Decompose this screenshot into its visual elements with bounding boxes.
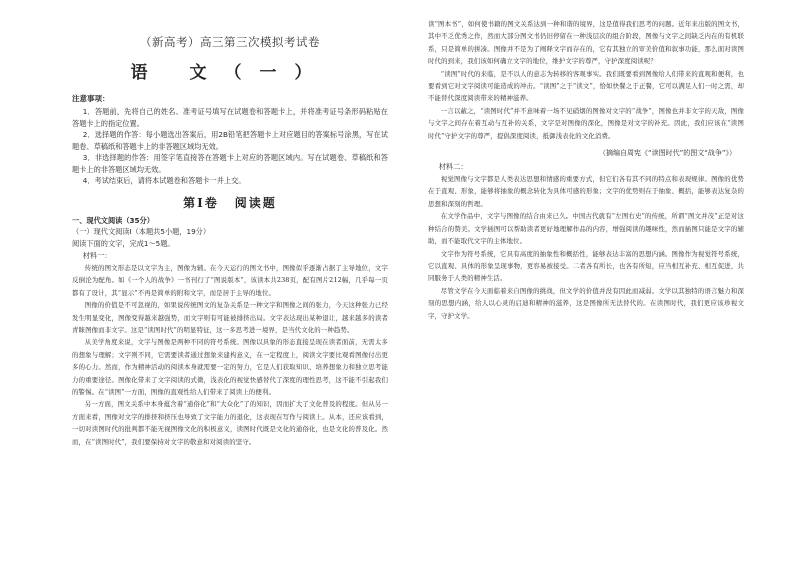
passage-paragraph: “读图”时代的来临，是不以人的意志为转移的客观事实。我们既要看到图像给人们带来的直观和便利，也要看到它对文字阅读可能造成的冲击。“读图”之于“读文”，恰如快餐之于正餐，它可以满足人们一时之需，却不能替代深度阅读带来的精神滋养。 [428,69,744,103]
passage-paragraph: 视觉图像与文字都是人类表达思想和情感的重要方式，但它们各有其不同的特点和表现规律。图像的优势在于直观、形象，能够将抽象的概念转化为具体可感的形象；文字的优势则在于抽象、概括，能够表达复杂的思想和深刻的哲理。 [428,175,744,208]
passage-paragraph: 图像的价值是不可忽视的，如果说传统图文的复杂关系是一种文字和图像之间的张力，今天这种张力已经发生明显变化，图像变得越来越强势，而文字则有可能被排挤出局。文字表达现出某种退让，越来越多的读者青睐图像而非文字。这是“读图时代”的明显特征，这一多思考进一境界，是当代文化的一种趋势。 [72,301,388,335]
notice-heading: 注意事项： [72,94,110,103]
notice-item: 2．选择题的作答：每小题选出答案后，用2B铅笔把答题卡上对应题目的答案标号涂黑，写在试题卷、草稿纸和答题卡上的非答题区域均无效。 [72,130,388,151]
notice-item: 4．考试结束后，请将本试题卷和答题卡一并上交。 [82,176,246,185]
left-column [72,0,388,562]
passage-paragraph: 从美学角度来说，文字与图像是两种不同的符号系统。图像以具象的形态直接呈现在读者面前，无需太多的想象与理解；文字则不同，它需要读者通过想象来建构意义，在一定程度上，阅读文字要比观看图像付出更多的心力。然而，作为精神活动的阅读本身就需要一定的努力，它是人们获取知识、培养想象力和独立思考能力的重要途径。图像化带来了文字阅读的式微，浅表化的视觉快感替代了深度的理性思考，这不能不引起我们的警惕。在“读图”一方面，图像的直观性给人们带来了阅读上的便利。 [72,338,388,397]
notice-item: 3．非选择题的作答：用签字笔直接答在答题卡上对应的答题区域内。写在试题卷、草稿纸和答题卡上的非答题区域均无效。 [72,153,388,174]
source-note: （摘编自周宪《“读图时代”的图文“战争”》） [598,149,736,158]
section-subheading: （一）现代文阅读Ⅰ（本题共5小题，19分） [72,227,211,236]
material-2-label: 材料二： [438,162,468,172]
passage-paragraph: 文字作为符号系统，它具有高度的抽象性和概括性，能够表达丰富的思想内涵。图像作为视觉符号系统，它以直观、具体的形象呈现事物，更容易被接受。二者各有所长，也各有所短，应当相互补充、相互促进，共同服务于人类的精神生活。 [428,249,744,283]
part-title [72,194,388,211]
passage-paragraph: 尽管文学在今天面临着来自图像的挑战，但文学的价值并没有因此而减弱。文学以其独特的语言魅力和深刻的思想内涵，给人以心灵的启迪和精神的滋养，这是图像所无法替代的。在读图时代，我们更应该珍视文字，守护文学。 [428,286,744,320]
passage-paragraph: 一言以蔽之，“读图时代”并不意味着一场不见硝烟的图像对文字的“战争”，图像也并非文字的天敌，图像与文字之间存在着互动与互补的关系，文字是对图像的深化，图像是对文字的补充。因此，我们应该在“读图时代”守护文字的尊严，提倡深度阅读，抵御浅表化的文化消费。 [428,106,744,140]
part-label: 第Ⅰ卷 [183,195,219,210]
right-column [428,0,744,562]
notice-list [72,106,388,187]
notice-item: 1．答题前，先将自己的姓名、准考证号填写在试题卷和答题卡上，并将准考证号条形码粘贴在答题卡上的指定位置。 [72,107,388,128]
part-name: 阅读题 [234,195,277,210]
passage-paragraph: 另一方面，图文关系中本身蕴含着“通俗化”和“大众化”了的知识，因而扩大了文化普及的程度。但从另一方面来看，图像对文字的排挤和挤压也导致了文字能力的退化，这表现在写作与阅读上。从本，还应该看到，一切对读图时代的批判都不能无视图像文化的积极意义，读图时代既是文化的通俗化，也是文化的普及化。然而，在“读图时代”，我们要保持对文字的敬意和对阅读的坚守。 [72,400,388,446]
exam-title: （新高考）高三第三次模拟考试卷 [140,35,320,49]
passage-paragraph: 传统的图文形态是以文字为主，图像为辅。在今天运行的图文书中，图像似乎逐渐占据了主导地位，文字反倒沦为配角。如《一个人的战争》一书刊行了“图说版本”，该读本共238页，配有图片212幅，几乎每一页都有了设计，其“显示”不再是简单的附和文字，而是居于主导的地位。 [72,264,388,297]
section-heading: 一、现代文阅读（35分） [72,215,154,225]
passage-paragraph: 在文学作品中，文字与图像的结合由来已久。中国古代就有“左图右史”的传统，所谓“图文并茂”正是对这种结合的赞美。文学插图可以帮助读者更好地理解作品的内容，增强阅读的趣味性，然而插图只能是文字的辅助，而不能取代文字的主体地位。 [428,212,744,246]
subject-title: 语 文（一） [130,63,330,83]
material-1-label: 材料一： [82,251,112,260]
passage-paragraph: 读“图本书”，如何使书籍的图文关系达到一种和谐的境界，这是值得我们思考的问题。近年来出版的图文书，其中不乏优秀之作，然而大部分图文书仍旧停留在一种浅层次的组合阶段，图像与文字之间缺乏内在的有机联系，只是简单的拼凑。图像并不是为了阐释文字而存在的，它有其独立的审美价值和叙事功能，那么面对读图时代的到来，我们该如何确立文字的地位，维护文字的尊严，守护深度阅读呢？ [428,20,744,66]
section-instruction: 阅读下面的文字，完成1～5题。 [72,238,175,248]
